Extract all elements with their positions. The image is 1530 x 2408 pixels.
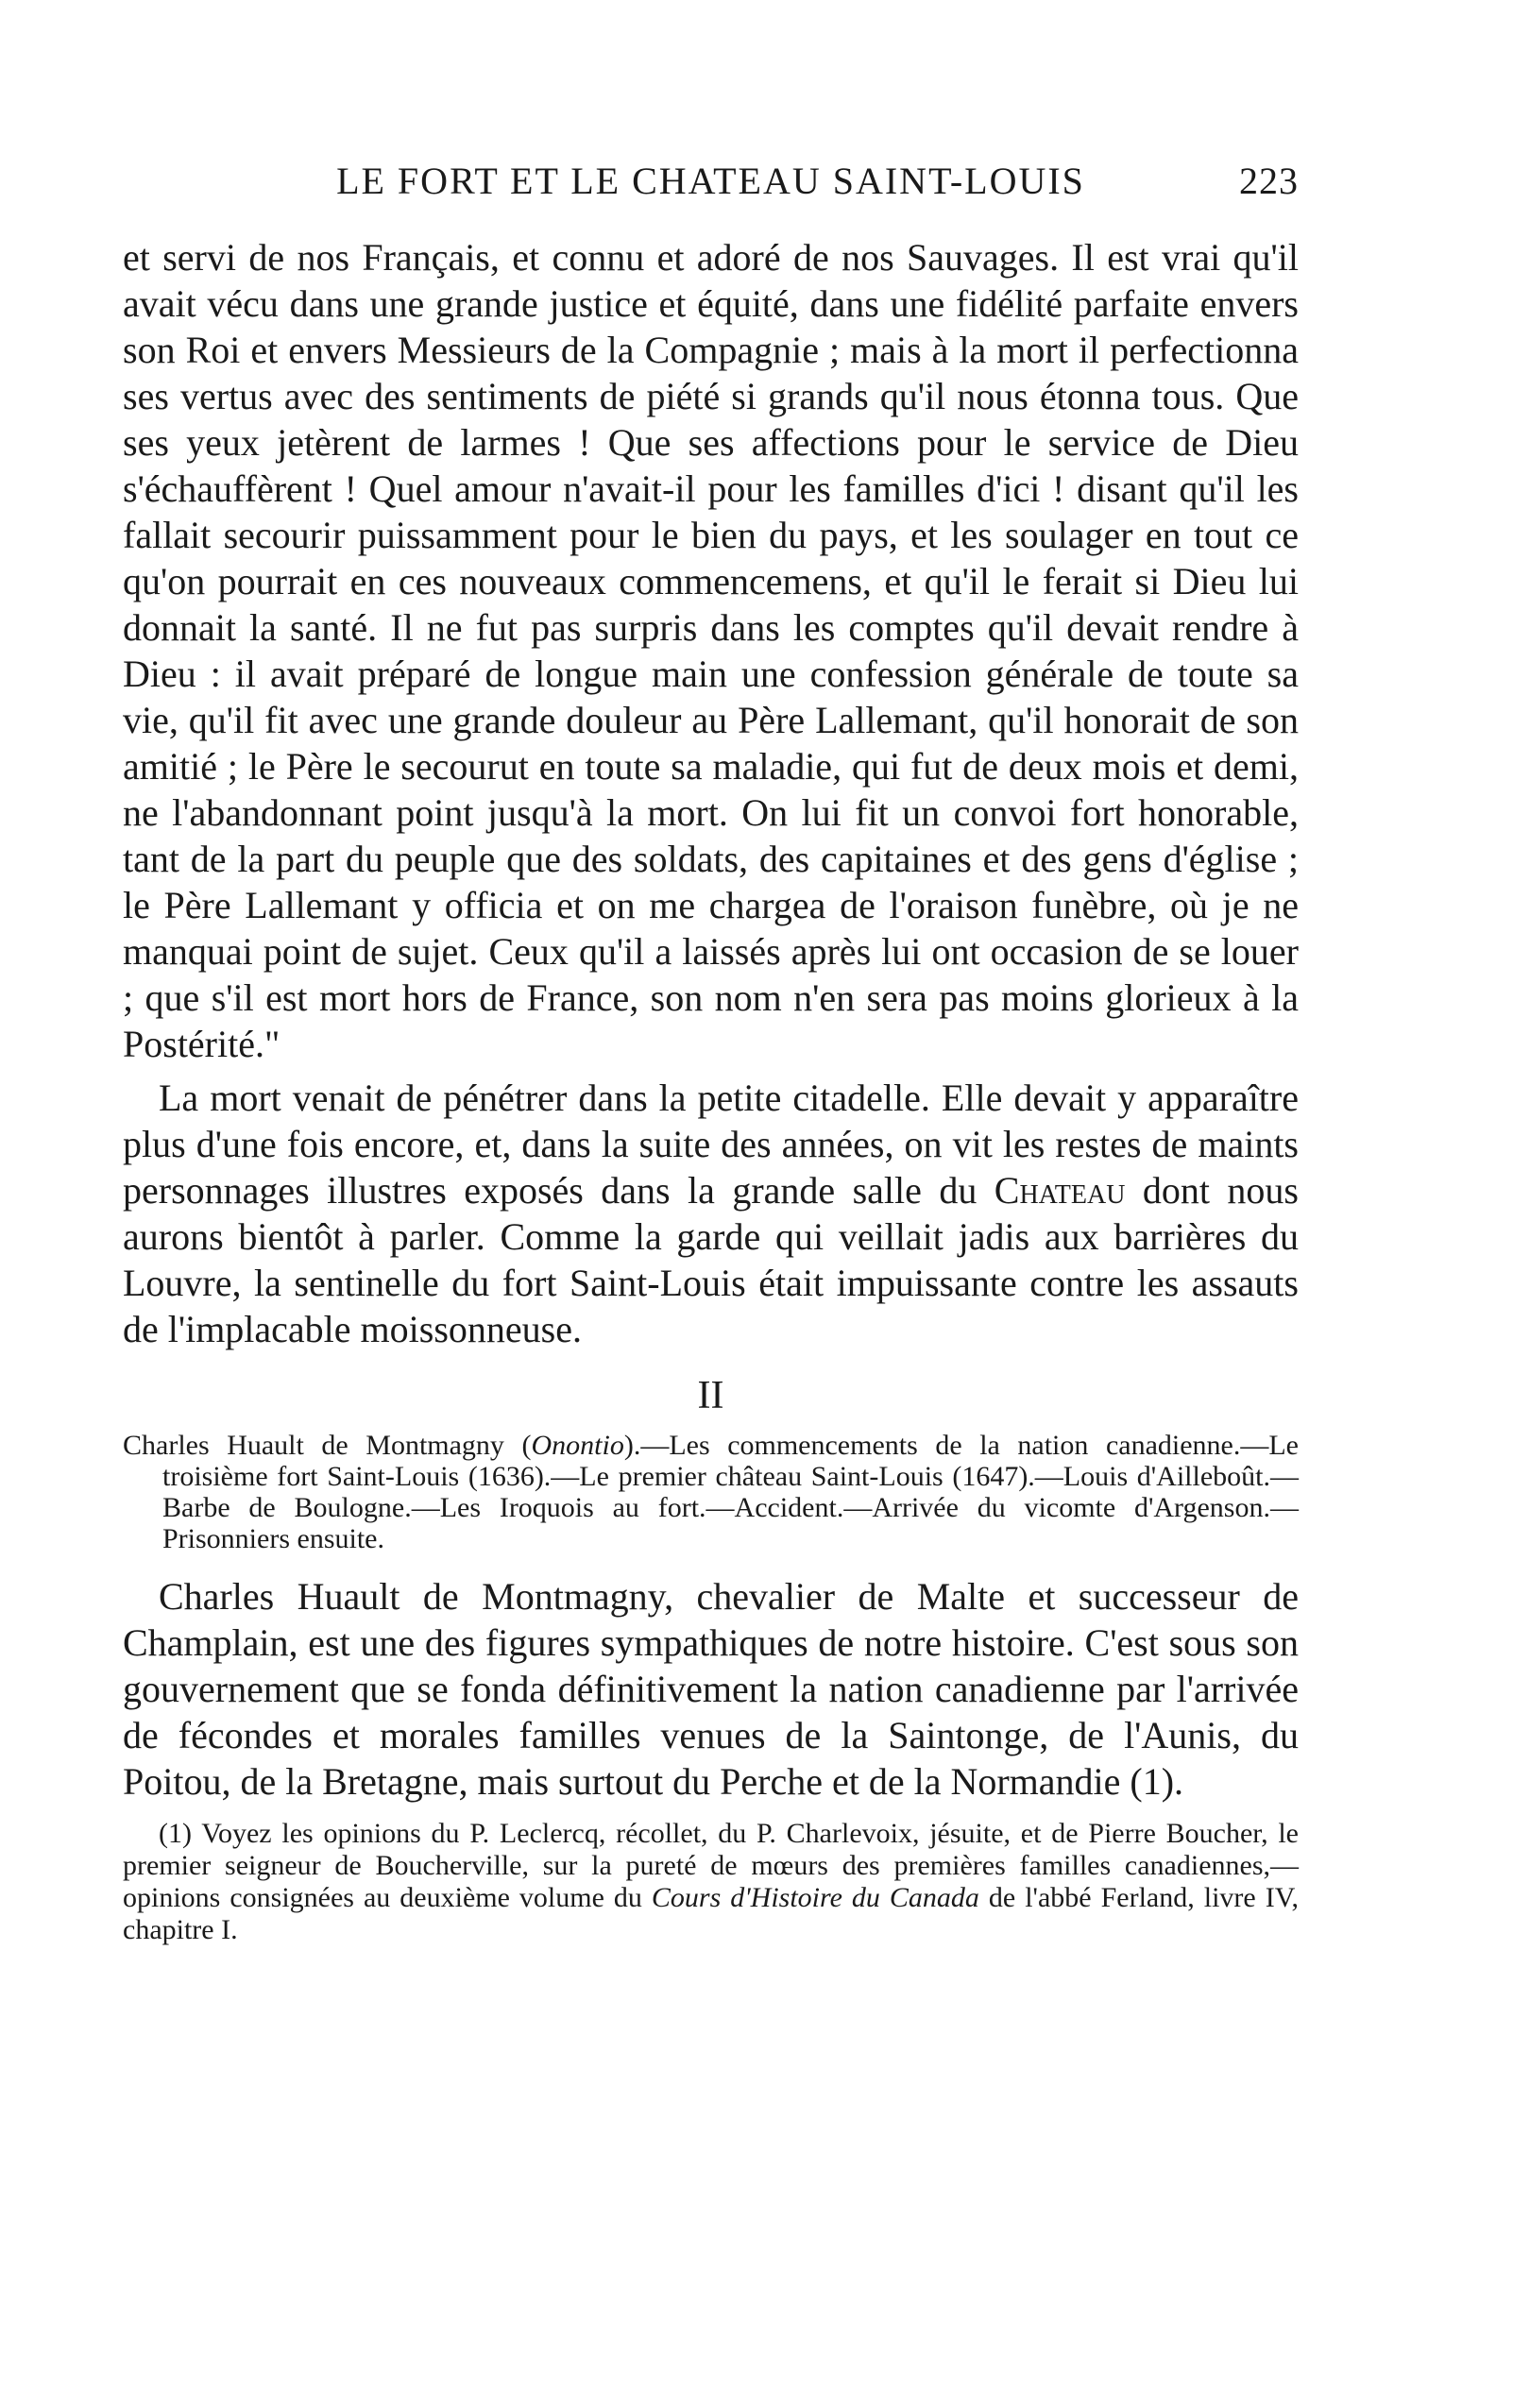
paragraph-montmagny: Charles Huault de Montmagny, chevalier de Malte et successeur de Champlain, est une des figures sympathiques de notre histoire. C'est sous son gouvernement que se fonda définitivement la nation canadienne par l'arrivée de fécondes et morales familles venues de la Saintonge, de l'Aunis, du Poitou, de la Bretagne, mais surtout du Perche et de la Normandie (1). [123, 1575, 1299, 1803]
page-number: 223 [1239, 160, 1299, 202]
summary-italic-onontio: Onontio [531, 1430, 624, 1461]
running-head [123, 159, 1299, 215]
paragraph-2-text-start: La mort venait de pénétrer dans la petite citadelle. Elle devait y apparaître plus d'une fois encore, et, dans la suite des années, on vit les restes de maints personnages illustres exposés dans la grande salle du [123, 1077, 1299, 1212]
paragraph-2-text-end: dont nous aurons bientôt à parler. Comme la garde qui veillait jadis aux barrières du Louvre, la sentinelle du fort Saint-Louis était impuissante contre les assauts de l'implacable moissonneuse. [123, 1169, 1299, 1350]
section-number: II [697, 1374, 724, 1417]
footnote-text-end: de l'abbé Ferland, livre IV, chapitre I. [123, 1882, 1299, 1945]
summary-text-start: Charles Huault de Montmagny ( [123, 1430, 532, 1461]
running-title: LE FORT ET LE CHATEAU SAINT-LOUIS [336, 160, 1085, 202]
section-summary [123, 1430, 1299, 1554]
summary-text-end: ).—Les commencements de la nation canadienne.—Le troisième fort Saint-Louis (1636).—Le premier château Saint-Louis (1647).—Louis d'Ailleboût.—Barbe de Boulogne.—Les Iroquois au fort.—Accident.—Arrivée du vicomte d'Argenson.—Prisonniers ensuite. [162, 1430, 1299, 1554]
footnote [123, 1818, 1299, 1946]
chateau-smallcaps: Chateau [994, 1169, 1126, 1212]
paragraph-death-in-citadel [123, 1075, 1299, 1352]
paragraph-quote-continuation: et servi de nos Français, et connu et adoré de nos Sauvages. Il est vrai qu'il avait vécu dans une grande justice et équité, dans une fidélité parfaite envers son Roi et envers Messieurs de la Compagnie ; mais à la mort il perfectionna ses vertus avec des sentiments de piété si grands qu'il nous étonna tous. Que ses yeux jetèrent de larmes ! Que ses affections pour le service de Dieu s'échauffèrent ! Quel amour n'avait-il pour les familles d'ici ! disant qu'il les fallait secourir puissamment pour le bien du pays, et les soulager en tout ce qu'on pourrait en ces nouveaux commencemens, et qu'il le ferait si Dieu lui donnait la santé. Il ne fut pas surpris dans les comptes qu'il devait rendre à Dieu : il avait préparé de longue main une confession générale de toute sa vie, qu'il fit avec une grande douleur au Père Lallemant, qu'il honorait de son amitié ; le Père le secourut en toute sa maladie, qui fut de deux mois et demi, ne l'abandonnant point jusqu'à la mort. On lui fit un convoi fort honorable, tant de la part du peuple que des soldats, des capitaines et des gens d'église ; le Père Lallemant y officia et on me chargea de l'oraison funèbre, où je ne manquai point de sujet. Ceux qu'il a laissés après lui ont occasion de se louer ; que s'il est mort hors de France, son nom n'en sera pas moins glorieux à la Postérité." [123, 236, 1299, 1065]
footnote-italic-title: Cours d'Histoire du Canada [651, 1882, 979, 1913]
text-block [123, 234, 1299, 1946]
footnote-text-start: (1) Voyez les opinions du P. Leclercq, récollet, du P. Charlevoix, jésuite, et de Pierre Boucher, le premier seigneur de Boucherville, sur la pureté de mœurs des premières familles canadiennes,—opinions consignées au deuxième volume du [123, 1818, 1299, 1913]
